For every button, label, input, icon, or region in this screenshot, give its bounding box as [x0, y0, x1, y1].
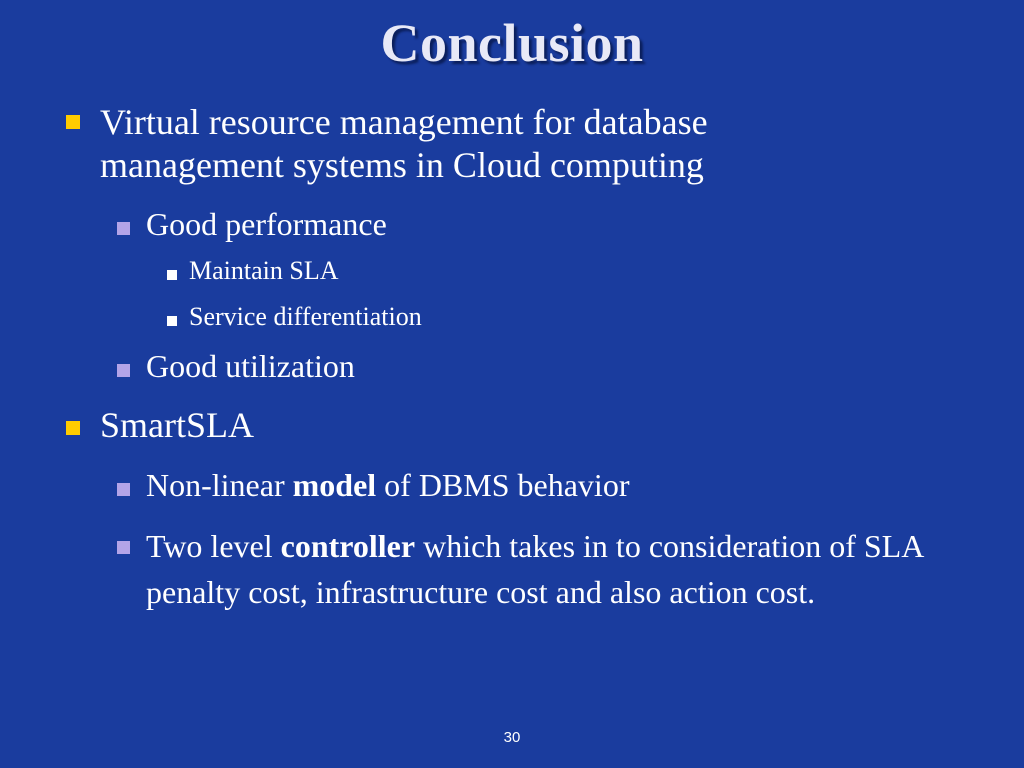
bullet-good-utilization: Good utilization	[146, 348, 355, 384]
bullet-smartsla: SmartSLA	[100, 405, 255, 445]
page-number: 30	[503, 729, 521, 746]
level2-bullet-icon	[117, 483, 130, 496]
level1-bullet-icon	[66, 115, 80, 129]
bullet-text: of DBMS behavior	[376, 467, 630, 503]
bullet-text: Two level	[146, 528, 281, 564]
bullet-bold-text: controller	[280, 528, 416, 564]
bullet-good-performance: Good performance	[146, 206, 387, 242]
level3-bullet-icon	[167, 316, 177, 326]
bullet-maintain-sla: Maintain SLA	[189, 256, 339, 285]
level3-bullet-icon	[167, 270, 177, 280]
slide-title: Conclusion	[380, 13, 644, 73]
bullet-service-differentiation: Service differentiation	[189, 302, 422, 331]
bullet-two-level-controller	[146, 523, 976, 615]
level1-bullet-icon	[66, 421, 80, 435]
bullet-bold-text: model	[292, 467, 377, 503]
level2-bullet-icon	[117, 364, 130, 377]
bullet-text: which takes in to consideration of SLA penalty cost, infrastructure cost and also action cost.	[146, 528, 923, 611]
bullet-non-linear-model	[146, 466, 966, 504]
level2-bullet-icon	[117, 222, 130, 235]
level2-bullet-icon	[117, 541, 130, 554]
bullet-virtual-resource-management: Virtual resource management for database management systems in Cloud computing	[100, 102, 708, 186]
bullet-text: Non-linear	[146, 467, 293, 503]
